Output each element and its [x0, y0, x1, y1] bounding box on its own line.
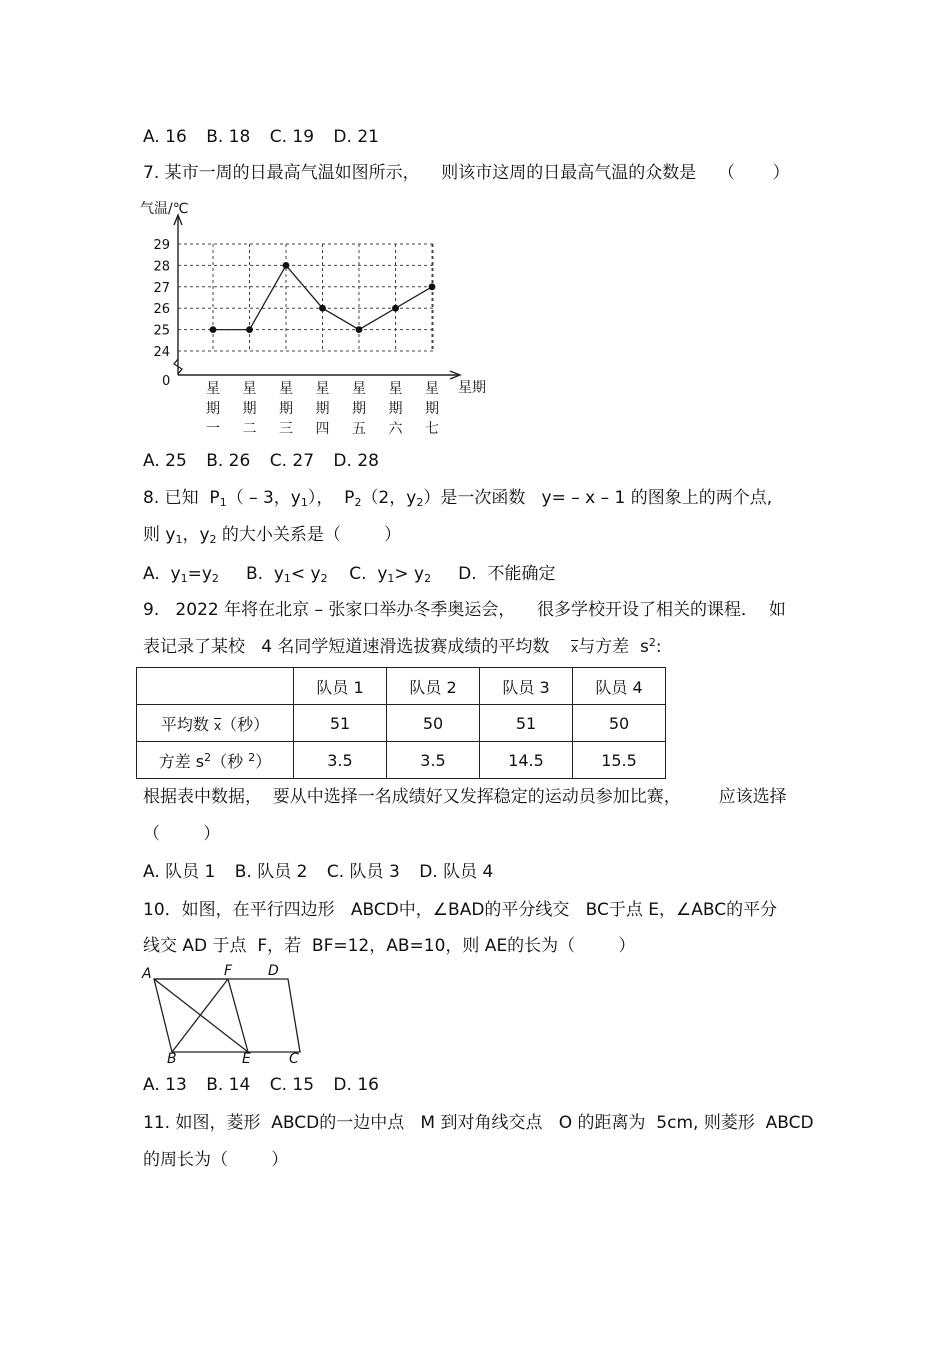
q8-sub: 2: [354, 496, 362, 509]
q8-text: （ – 3，y: [226, 488, 301, 508]
x-tick-label: 期: [388, 401, 403, 417]
point-label-b: B: [167, 1051, 177, 1064]
q10-stem-line2: 线交 AD 于点 F，若 BF=12，AB=10，则 AE的长为（ ）: [143, 936, 636, 956]
q10-stem-line1: 10．如图，在平行四边形 ABCD中，∠BAD的平分线交 BC于点 E，∠ABC的平分: [143, 900, 778, 920]
q8-sub: 2: [424, 572, 432, 585]
q9-text: :: [655, 637, 662, 657]
q8-options: [143, 563, 555, 585]
table-cell: [137, 668, 294, 705]
point-label-d: D: [268, 963, 279, 979]
q8-stem-line1: [143, 487, 772, 509]
label-sup: 2: [248, 750, 256, 764]
q6-option-b: B. 18: [206, 127, 251, 147]
q10-option-a: A. 13: [143, 1075, 187, 1095]
q9-option-a: A. 队员 1: [143, 862, 216, 882]
y-tick-label: 28: [153, 259, 170, 275]
x-tick-label: 星: [279, 381, 293, 397]
q8-text: ，y: [182, 525, 210, 545]
q9-stem-line1: 9. 2022 年将在北京 – 张家口举办冬季奥运会， 很多学校开设了相关的课程． 如: [143, 600, 786, 620]
x-tick-label: 星: [425, 381, 439, 397]
y-axis-label: 气温/℃: [140, 201, 189, 217]
q8-sub: 1: [180, 572, 188, 585]
table-row: [137, 705, 666, 742]
q9-stem-line4: （ ）: [143, 824, 221, 844]
data-point: [429, 283, 436, 290]
temperature-line-chart: [140, 195, 500, 440]
table-cell: 50: [387, 705, 480, 742]
x-tick-label: 一: [206, 421, 220, 437]
q8-option-c: [349, 564, 431, 584]
q8-sub: 2: [416, 496, 424, 509]
x-tick-label: 七: [425, 421, 439, 437]
table-cell: 51: [480, 705, 573, 742]
q9-text: 表记录了某校 4 名同学短道速滑选拔赛成绩的平均数: [143, 637, 572, 657]
q8-opt-text: C. y: [349, 564, 388, 584]
table-cell: 50: [573, 705, 666, 742]
x-tick-label: 期: [315, 401, 330, 417]
q7-options: [143, 450, 379, 472]
x-tick-label: 六: [388, 421, 403, 437]
segment-bf: [172, 979, 228, 1052]
q8-text: 8. 已知 P: [143, 488, 220, 508]
q8-text: （2，y: [361, 488, 417, 508]
point-label-c: C: [289, 1051, 299, 1064]
mean-symbol: $\overline{x}$: [571, 641, 579, 655]
table-header-cell: 队员 4: [573, 668, 666, 705]
x-tick-label: 二: [242, 421, 257, 437]
table-header-row: [137, 668, 666, 705]
q8-sub: 1: [300, 496, 308, 509]
x-tick-label: 三: [279, 421, 293, 437]
x-tick-label: 期: [242, 401, 257, 417]
q9-stem-line2: [143, 636, 662, 659]
x-tick-label: 期: [425, 401, 439, 417]
segment-ae: [154, 979, 248, 1052]
q6-option-d: D. 21: [333, 127, 379, 147]
q8-option-b: [246, 564, 328, 584]
q9-option-b: B. 队员 2: [234, 862, 308, 882]
data-point: [319, 305, 326, 312]
data-point: [210, 326, 217, 333]
x-tick-label: 星: [352, 381, 366, 397]
q8-opt-text: A. y: [143, 564, 181, 584]
table-row: [137, 742, 666, 779]
q6-options: [143, 126, 379, 148]
row-label-variance: [137, 742, 294, 779]
q8-opt-text: B. y: [245, 564, 284, 584]
q8-text: 则 y: [143, 525, 176, 545]
data-point: [283, 262, 290, 269]
q8-sub: 2: [320, 572, 328, 585]
point-label-a: A: [142, 966, 152, 982]
q8-text: 的大小关系是（ ）: [216, 525, 402, 545]
q9-sup: 2: [648, 636, 656, 649]
y-tick-label: 25: [153, 323, 170, 339]
x-axis-label: 星期: [458, 380, 486, 396]
segment-fe: [228, 979, 248, 1052]
label-text: （秒: [211, 751, 249, 771]
x-tick-label: 星: [242, 381, 257, 397]
q10-option-c: C. 15: [269, 1075, 315, 1095]
y-tick-label: 24: [153, 345, 170, 360]
y-tick-label: 29: [153, 238, 170, 253]
q6-option-c: C. 19: [269, 127, 315, 147]
y-tick-label: 26: [153, 302, 170, 318]
label-text: 平均数: [160, 714, 214, 734]
q7-option-a: A. 25: [143, 451, 187, 471]
q8-text: ）是一次函数 y= – x – 1 的图象上的两个点,: [423, 488, 773, 508]
table-cell: 3.5: [294, 742, 387, 779]
q8-sub: 2: [211, 572, 219, 585]
q10-option-d: D. 16: [333, 1075, 379, 1095]
q8-sub: 1: [283, 572, 291, 585]
x-tick-label: 期: [279, 401, 293, 417]
q10-option-b: B. 14: [206, 1075, 251, 1095]
q8-opt-text: =y: [187, 564, 212, 584]
q9-stem-line3: 根据表中数据， 要从中选择一名成绩好又发挥稳定的运动员参加比赛， 应该选择: [143, 787, 787, 807]
parallelogram-figure: [140, 962, 310, 1064]
label-text: 方差 s: [158, 751, 205, 771]
q8-stem-line2: [143, 524, 401, 546]
table-header-cell: 队员 3: [480, 668, 573, 705]
q7-option-d: D. 28: [333, 451, 379, 471]
q8-text: ）， P: [307, 488, 355, 508]
y-tick-label: 27: [153, 280, 170, 296]
label-sup: 2: [204, 750, 212, 764]
q9-options: [143, 861, 493, 883]
mean-symbol: $\overline{x}$: [213, 718, 222, 733]
q9-option-d: D. 队员 4: [419, 862, 494, 882]
q8-option-a: [143, 564, 219, 584]
table-header-cell: 队员 1: [294, 668, 387, 705]
q8-opt-text: < y: [290, 564, 321, 584]
q8-sub: 1: [175, 533, 183, 546]
data-point: [356, 326, 363, 333]
x-tick-label: 五: [352, 421, 366, 437]
q11-stem-line1: 11. 如图，菱形 ABCD的一边中点 M 到对角线交点 O 的距离为 5cm, 则菱形 ABCD: [143, 1113, 814, 1133]
x-tick-label: 期: [206, 401, 220, 417]
table-cell: 51: [294, 705, 387, 742]
x-tick-label: 期: [352, 401, 366, 417]
table-header-cell: 队员 2: [387, 668, 480, 705]
q6-option-a: A. 16: [143, 127, 187, 147]
q9-option-c: C. 队员 3: [326, 862, 400, 882]
origin-label: 0: [162, 374, 171, 389]
data-point: [392, 305, 399, 312]
label-text: ）: [255, 751, 272, 771]
table-cell: 3.5: [387, 742, 480, 779]
label-text: （秒）: [221, 714, 270, 734]
q8-sub: 1: [387, 572, 395, 585]
x-tick-label: 星: [206, 381, 220, 397]
athlete-stats-table: [136, 667, 666, 779]
x-tick-label: 四: [315, 421, 330, 437]
q7-option-b: B. 26: [206, 451, 251, 471]
row-label-mean: [137, 705, 294, 742]
point-label-e: E: [242, 1051, 251, 1064]
q7-option-c: C. 27: [269, 451, 315, 471]
q8-option-d: D. 不能确定: [458, 564, 556, 584]
x-tick-label: 星: [315, 381, 330, 397]
q11-stem-line2: 的周长为（ ）: [143, 1150, 289, 1170]
q8-sub: 1: [219, 496, 227, 509]
q8-sub: 2: [209, 533, 217, 546]
x-tick-label: 星: [388, 381, 403, 397]
q9-text: 与方差 s: [578, 637, 649, 657]
q7-stem: 7. 某市一周的日最高气温如图所示， 则该市这周的日最高气温的众数是 （ ）: [143, 163, 790, 183]
table-cell: 15.5: [573, 742, 666, 779]
q8-opt-text: > y: [394, 564, 425, 584]
data-point: [246, 326, 253, 333]
parallelogram-abcd: [154, 979, 300, 1052]
table-cell: 14.5: [480, 742, 573, 779]
q10-options: [143, 1074, 379, 1096]
point-label-f: F: [224, 963, 233, 979]
